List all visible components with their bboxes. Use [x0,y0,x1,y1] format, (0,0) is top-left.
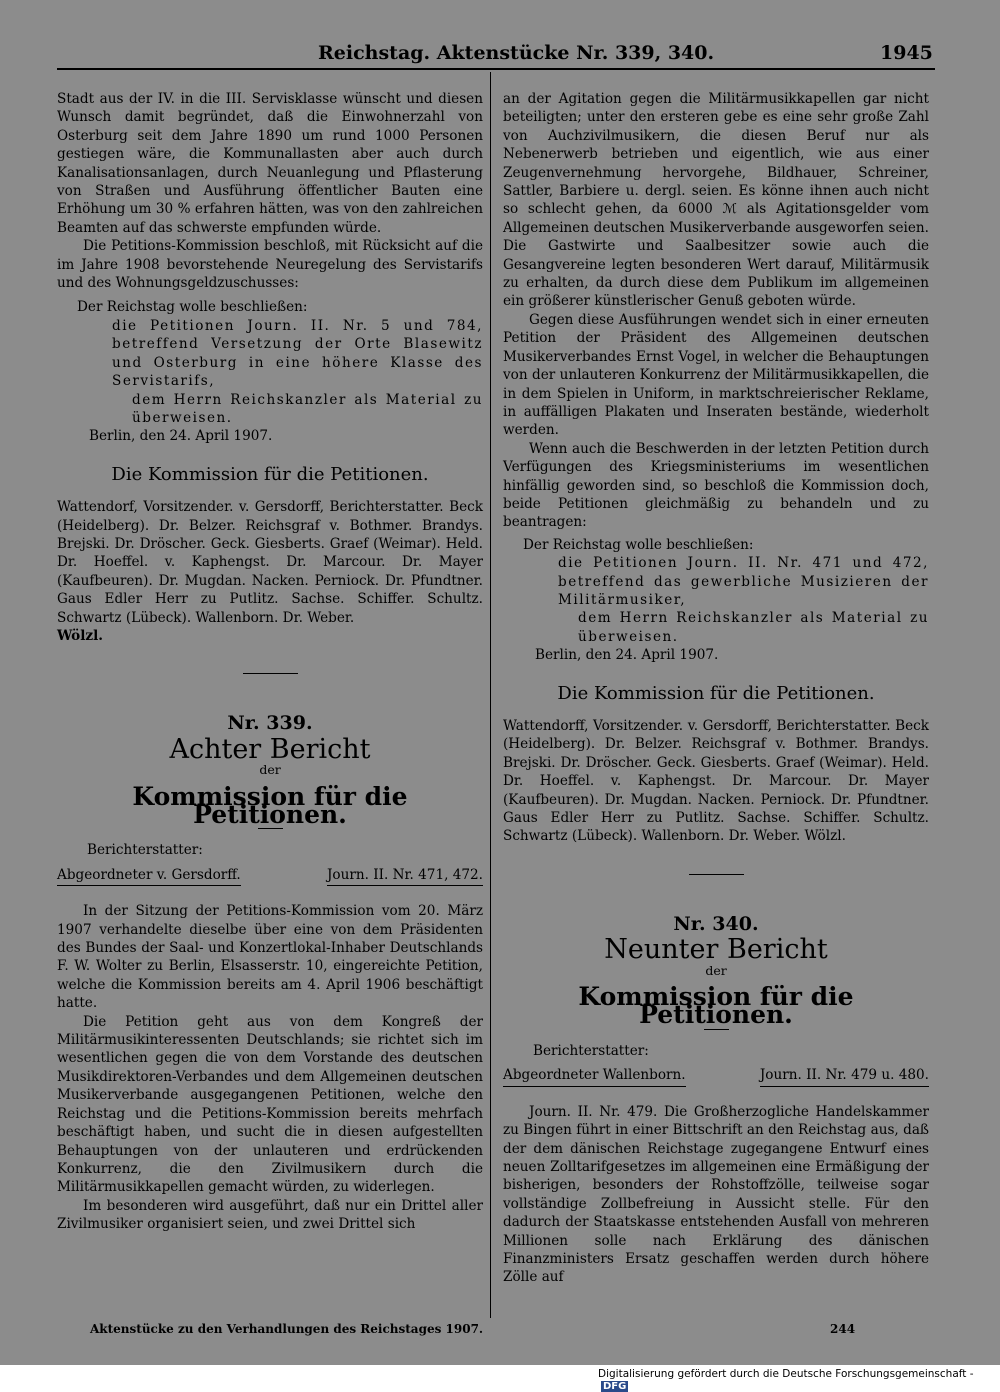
dfg-credit-text: Digitalisierung gefördert durch die Deutsche Forschungsgemeinschaft - [598,1368,974,1380]
motion-body: die Petitionen Journ. II. Nr. 5 und 784, betreffend Versetzung der Orte Blasewitz und Osterburg in eine höhere Klasse des Servistarifs, [112,317,483,390]
report-der: der [259,762,281,778]
reporter-line [503,1066,929,1086]
report-commission: Kommission für die Petitionen. [132,781,408,829]
journal-reference: Journ. II. Nr. 479 u. 480. [760,1066,929,1086]
paragraph: an der Agitation gegen die Militärmusikkapellen gar nicht beteiligten; unter den ersteren gebe es eine sehr große Zahl von Auchzivilmusikern, die diesen Beruf nur als Nebenerwerb betrieben und eigentlich, wie aus einer Zeugenvernehmung hervorgehe, Bildhauer, Schreiner, Sattler, Barbiere u. dergl. seien. Es könne ihnen auch nicht so schlecht gehen, da 6000 ℳ als Agitationsgelder vom Allgemeinen deutschen Musikerverbande ausgeworfen seien. Die Gastwirte und Saalbesitzer sowie auch die Gesangvereine legten besonderen Wert darauf, Militärmusik zu erhalten, da durch diese dem Publikum im allgemeinen ein größerer künstlerischer Genuß geboten würde. [503,91,929,310]
motion-intro: Der Reichstag wolle beschließen: [77,299,308,316]
column-divider [490,72,491,1318]
commission-heading: Die Kommission für die Petitionen. [557,682,875,704]
berichterstatter-label: Berichterstatter: [87,842,203,859]
page-number: 1945 [880,42,933,64]
member-list-last: Wölzl. [57,627,104,644]
motion-end: dem Herrn Reichskanzler als Material zu überweisen. [578,610,929,645]
report-title: Achter Bericht [169,733,371,765]
right-column [503,90,929,1287]
dfg-credit [598,1368,1000,1392]
report-number: Nr. 340. [673,912,759,935]
motion-intro: Der Reichstag wolle beschließen: [523,536,754,553]
section-rule [689,874,744,875]
paragraph: Im besonderen wird ausgeführt, daß nur ein Drittel aller Zivilmusiker organisiert seien, und zwei Drittel sich [57,1197,483,1233]
left-column [57,90,483,1234]
date-line: Berlin, den 24. April 1907. [89,428,273,445]
report-number: Nr. 339. [227,712,313,735]
title-rule [704,1029,729,1030]
report-title: Neunter Bericht [604,934,828,966]
reporter-name: Abgeordneter Wallenborn. [503,1066,686,1086]
paragraph: Gegen diese Ausführungen wendet sich in einer erneuten Petition der Präsident des Allgemeinen deutschen Musikerverbandes Ernst Vogel, in welcher die Behauptungen von der unlauteren Konkurrenz der Militärmusikkapellen, die in dem Spielen in Uniform, in marktschreierischer Reklame, in auffälligen Plakaten und Inseraten bestände, wiederholt werden. [503,311,929,439]
motion-body: die Petitionen Journ. II. Nr. 471 und 472, betreffend das gewerbliche Musizieren der Militärmusiker, [558,555,929,608]
paragraph: Die Petition geht aus von dem Kongreß der Militärmusikinteressenten Deutschlands; sie richtet sich im wesentlichen gegen die von dem Vorstande des deutschen Musikdirektoren-Verbandes und dem Allgemeinen deutschen Musikerverbande ausgegangenen Petitionen, welche den Reichstag und die Petitions-Kommission bereits mehrfach beschäftigt haben, und sucht die in diesen aufgestellten Behauptungen von der unlauteren und erdrückenden Konkurrenz, die den Zivilmusikern durch die Militärmusikkapellen gemacht würden, zu widerlegen. [57,1013,483,1196]
commission-heading: Die Kommission für die Petitionen. [111,463,429,485]
berichterstatter-label: Berichterstatter: [533,1042,649,1059]
date-line: Berlin, den 24. April 1907. [535,647,719,664]
footer-signature: 244 [830,1322,856,1336]
section-rule [243,673,298,674]
paragraph: Die Petitions-Kommission beschloß, mit Rücksicht auf die im Jahre 1908 bevorstehende Neuregelung des Servistarifs und des Wohnungsgeldzuschusses: [57,238,483,292]
footer-title: Aktenstücke zu den Verhandlungen des Reichstages 1907. [90,1322,484,1336]
paragraph: In der Sitzung der Petitions-Kommission vom 20. März 1907 verhandelte dieselbe über eine von dem Präsidenten des Bundes der Saal- und Konzertlokal-Inhaber Deutschlands F. W. Wolter zu Berlin, Elsasserstr. 10, eingereichte Petition, welche die Kommission bereits am 4. April 1906 beschäftigt hatte. [57,903,483,1012]
reporter-name: Abgeordneter v. Gersdorff. [57,866,241,886]
motion-end: dem Herrn Reichskanzler als Material zu überweisen. [132,391,483,426]
paragraph: Wenn auch die Beschwerden in der letzten Petition durch Verfügungen des Kriegsministeriums im wesentlichen hinfällig geworden sind, so beschloß die Kommission doch, beide Petitionen gleichmäßig zu behandeln und zu beantragen: [503,440,929,531]
member-list: Wattendorf, Vorsitzender. v. Gersdorff, Berichterstatter. Beck (Heidelberg). Dr. Belzer. Reichsgraf v. Bothmer. Brandys. Brejski. Dr. Dröscher. Geck. Giesberts. Graef (Weimar). Held. Dr. Hoeffel. v. Kaphengst. Dr. Marcour. Dr. Mayer (Kaufbeuren). Dr. Mugdan. Nacken. Perniock. Dr. Pfundtner. Gaus Edler Herr zu Putlitz. Sachse. Schiffer. Schultz. Schwartz (Lübeck). Wallenborn. Dr. Weber. [57,499,483,626]
header-rule [57,68,935,70]
paragraph: Stadt aus der IV. in die III. Servisklasse wünscht und diesen Wunsch damit begründet, daß die Einwohnerzahl von Osterburg seit dem Jahre 1890 um rund 1000 Personen gestiegen wäre, die Kommunallasten aber auch durch Kanalisationsanlagen, durch Neuanlegung und Pflasterung von Straßen und Ausführung öffentlicher Bauten eine Erhöhung um 30 % erfahren hätten, was von den zahlreichen Beamten auf das schwerste empfunden würde. [57,91,483,236]
member-list: Wattendorff, Vorsitzender. v. Gersdorff, Berichterstatter. Beck (Heidelberg). Dr. Belzer. Reichsgraf v. Bothmer. Brandys. Brejski. Dr. Dröscher. Geck. Giesberts. Graef (Weimar). Held. Dr. Hoeffel. v. Kaphengst. Dr. Marcour. Dr. Mayer (Kaufbeuren). Dr. Mugdan. Nacken. Perniock. Dr. Pfundtner. Gaus Edler Herr zu Putlitz. Sachse. Schiffer. Schultz. Schwartz (Lübeck). Wallenborn. Dr. Weber. Wölzl. [503,718,929,845]
report-der: der [705,962,727,978]
reporter-line [57,866,483,886]
dfg-logo-icon: DFG [603,1381,627,1392]
running-header: Reichstag. Aktenstücke Nr. 339, 340. [318,42,715,64]
report-commission: Kommission für die Petitionen. [578,982,854,1030]
journal-reference: Journ. II. Nr. 471, 472. [327,866,483,886]
paragraph: Journ. II. Nr. 479. Die Großherzogliche Handelskammer zu Bingen führt in einer Bittschrift an den Reichstag aus, daß der dem dänischen Reichstage zugegangene Entwurf eines neuen Zolltarifgesetzes im allgemeinen eine Ermäßigung der bisherigen, besonders der Rohstoffzölle, teilweise sogar vollständige Zollbefreiung in Aussicht stelle. Für den dadurch der Staatskasse entstehenden Ausfall von mehreren Millionen solle nach Erklärung des dänischen Finanzministers Ersatz geschaffen werden durch höhere Zölle auf [503,1103,929,1286]
